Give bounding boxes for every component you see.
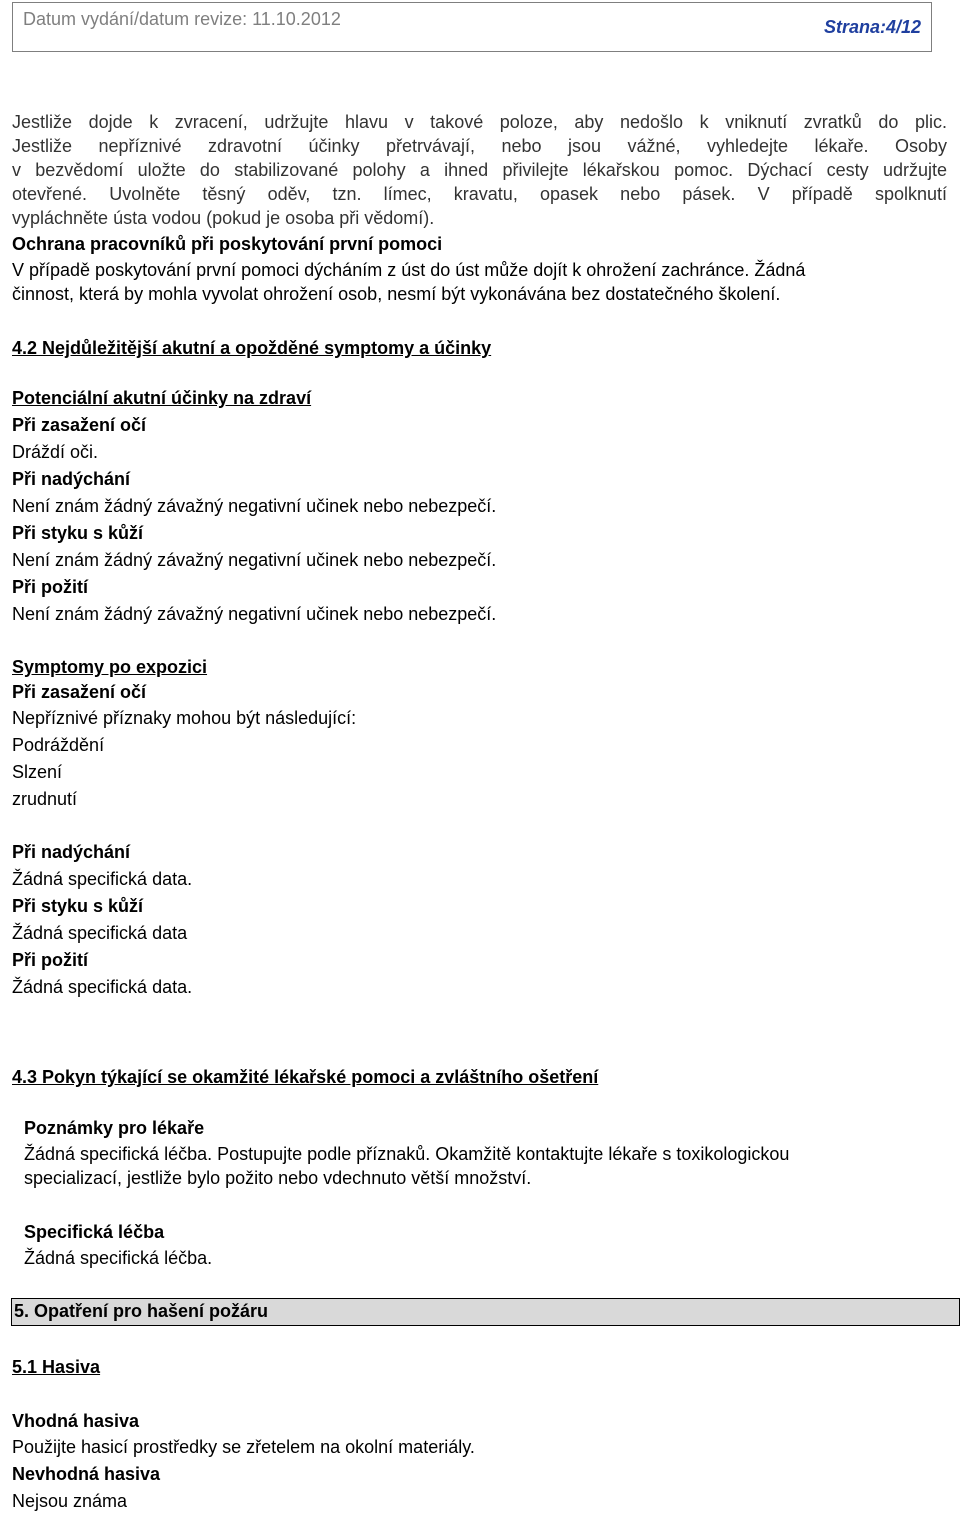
specific-treatment-label: Specifická léčba [24,1222,165,1242]
specific-treatment-text: Žádná specifická léčba. [24,1248,213,1268]
symptoms-skin-label: Při styku s kůží [12,896,144,916]
symptoms-eye-label: Při zasažení očí [12,682,147,702]
unsuitable-media-text: Nejsou známa [12,1491,128,1511]
symptom-item: zrudnutí [12,789,78,809]
suitable-media-label: Vhodná hasiva [12,1411,140,1431]
acute-ingestion-text: Není znám žádný závažný negativní učinek nebo nebezpečí. [12,604,497,624]
doctor-notes-line-2: specializací, jestliže bylo požito nebo vdechnuto větší množství. [24,1168,532,1188]
symptoms-skin-text: Žádná specifická data [12,923,188,943]
section-4-3-heading: 4.3 Pokyn týkající se okamžité lékařské pomoci a zvláštního ošetření [12,1067,599,1087]
unsuitable-media-label: Nevhodná hasiva [12,1464,161,1484]
section-5-heading: 5. Opatření pro hašení požáru [14,1301,269,1321]
intro-line-2: Jestliže nepříznivé zdravotní účinky přetrvávají, nebo jsou vážné, vyhledejte lékaře. Osoby [12,136,947,156]
symptom-item: Slzení [12,762,63,782]
intro-line-5: vypláchněte ústa vodou (pokud je osoba při vědomí). [12,208,435,228]
symptoms-eye-text: Nepříznivé příznaky mohou být následující: [12,708,357,728]
acute-skin-text: Není znám žádný závažný negativní učinek nebo nebezpečí. [12,550,497,570]
page-header [12,2,932,52]
revision-date: Datum vydání/datum revize: 11.10.2012 [23,9,341,29]
section-5-1-heading: 5.1 Hasiva [12,1357,101,1377]
section-5-heading-bar [11,1298,960,1326]
intro-line-1: Jestliže dojde k zvracení, udržujte hlavu v takové poloze, aby nedošlo k vniknutí zvratků do plic. [12,112,947,132]
acute-ingestion-label: Při požití [12,577,88,597]
symptoms-ingestion-label: Při požití [12,950,88,970]
acute-eye-label: Při zasažení očí [12,415,147,435]
symptoms-inhalation-label: Při nadýchání [12,842,131,862]
intro-line-4: otevřené. Uvolněte těsný oděv, tzn. límec, kravatu, opasek nebo pásek. V případě spolknutí [12,184,947,204]
acute-inhalation-text: Není znám žádný závažný negativní učinek nebo nebezpečí. [12,496,497,516]
symptom-item: Podráždění [12,735,105,755]
page-count: 4/12 [885,17,921,37]
acute-effects-heading: Potenciální akutní účinky na zdraví [12,388,312,408]
doctor-notes-line-1: Žádná specifická léčba. Postupujte podle příznaků. Okamžitě kontaktujte lékaře s toxikologickou [24,1144,790,1164]
doctor-notes-label: Poznámky pro lékaře [24,1118,205,1138]
symptoms-inhalation-text: Žádná specifická data. [12,869,193,889]
symptoms-heading: Symptomy po expozici [12,657,208,677]
intro-line-3: v bezvědomí uložte do stabilizované polohy a ihned přivilejte lékařskou pomoc. Dýchací cesty udržujte [12,160,947,180]
acute-inhalation-label: Při nadýchání [12,469,131,489]
section-4-2-heading: 4.2 Nejdůležitější akutní a opožděné symptomy a účinky [12,338,492,358]
protection-heading: Ochrana pracovníků při poskytování první pomoci [12,234,443,254]
suitable-media-text: Použijte hasicí prostředky se zřetelem na okolní materiály. [12,1437,475,1457]
page-number [824,17,921,38]
page-label: Strana: [823,17,886,37]
protection-line-2: činnost, která by mohla vyvolat ohrožení osob, nesmí být vykonávána bez dostatečného školení. [12,284,781,304]
acute-eye-text: Dráždí oči. [12,442,99,462]
protection-line-1: V případě poskytování první pomoci dýcháním z úst do úst může dojít k ohrožení zachránce. Žádná [12,260,806,280]
symptoms-ingestion-text: Žádná specifická data. [12,977,193,997]
acute-skin-label: Při styku s kůží [12,523,144,543]
